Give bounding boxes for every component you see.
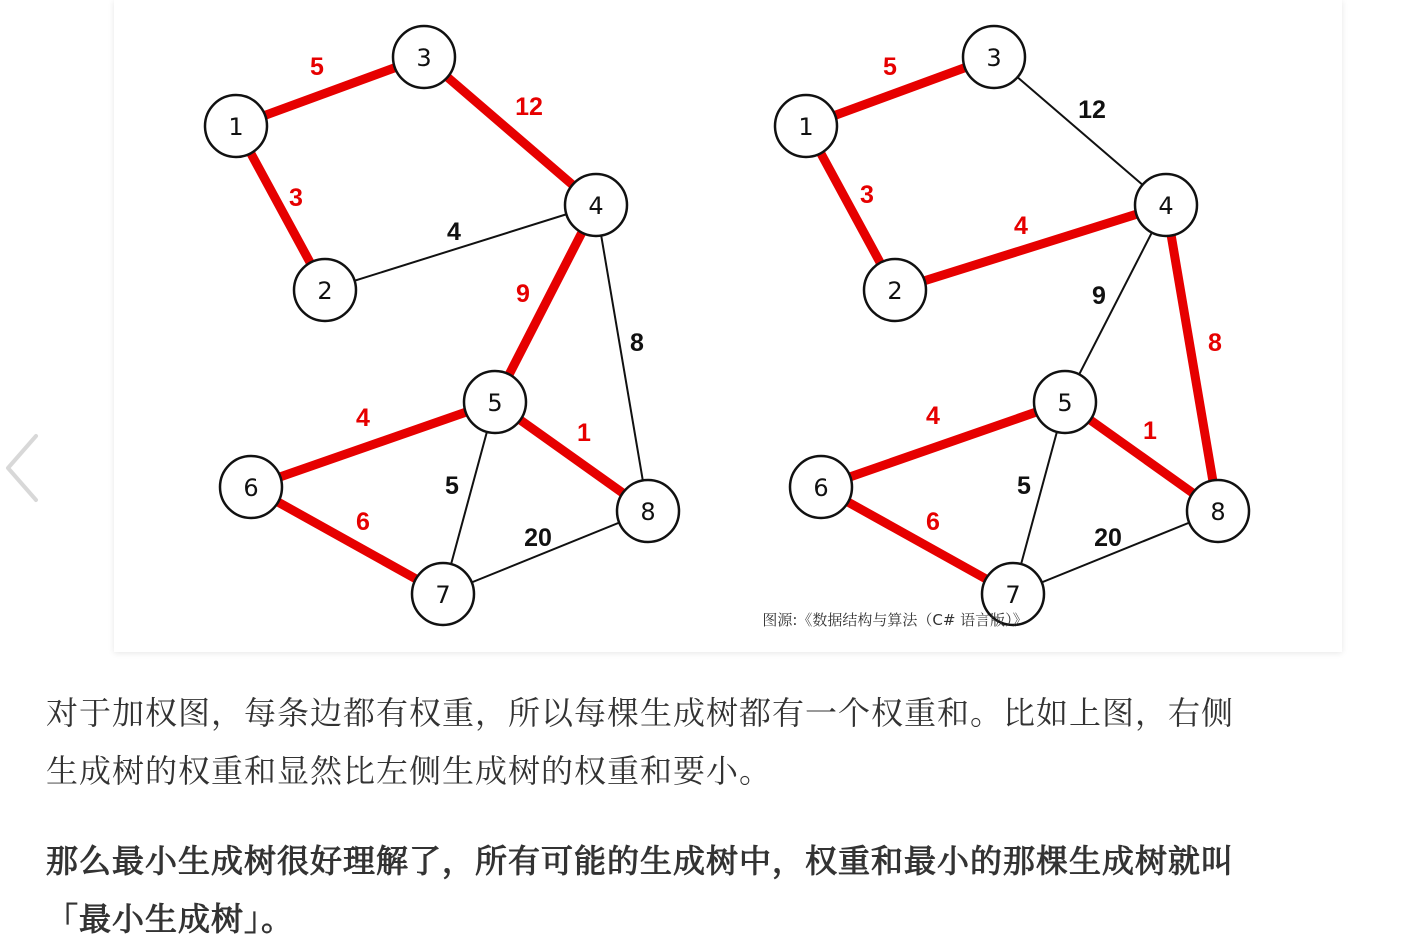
node-label: 8	[1210, 498, 1226, 526]
edge-weight-label: 6	[356, 508, 370, 536]
node-label: 7	[1005, 581, 1021, 609]
edge-weight-label: 3	[289, 184, 303, 212]
node-label: 2	[317, 277, 333, 305]
paragraph-line: 那么最小生成树很好理解了，所有可能的生成树中，权重和最小的那棵生成树就叫	[46, 842, 1235, 880]
graph-edge	[994, 57, 1166, 205]
mst-edge	[495, 205, 596, 402]
node-label: 3	[986, 44, 1002, 72]
node-label: 4	[588, 192, 604, 220]
node-label: 7	[435, 581, 451, 609]
paragraph-line: 「最小生成树」。	[46, 900, 295, 938]
edge-weight-label: 4	[447, 218, 461, 246]
edge-weight-label: 8	[630, 329, 644, 357]
edge-weight-label: 1	[577, 419, 591, 447]
edge-weight-label: 12	[1078, 96, 1106, 124]
prev-image-button[interactable]	[0, 428, 44, 508]
edge-weight-label: 20	[524, 524, 552, 552]
mst-edge	[424, 57, 596, 205]
mst-edge	[1166, 205, 1218, 511]
graph-figure	[114, 0, 1342, 652]
node-label: 6	[243, 474, 259, 502]
node-label: 1	[228, 113, 244, 141]
graph-right	[775, 26, 1249, 625]
edge-weight-label: 9	[516, 280, 530, 308]
node-label: 1	[798, 113, 814, 141]
edge-weight-label: 5	[445, 472, 459, 500]
node-label: 4	[1158, 192, 1174, 220]
edge-weight-label: 4	[1014, 212, 1028, 240]
paragraph-weighted-graph	[46, 684, 1386, 800]
edge-weight-label: 5	[1017, 472, 1031, 500]
mst-edge	[895, 205, 1166, 290]
edge-weight-label: 8	[1208, 329, 1222, 357]
figure	[114, 0, 1342, 652]
edge-weight-label: 5	[310, 53, 324, 81]
paragraph-line: 生成树的权重和显然比左侧生成树的权重和要小。	[46, 752, 773, 790]
edge-weight-label: 3	[860, 181, 874, 209]
node-label: 8	[640, 498, 656, 526]
node-label: 5	[487, 389, 503, 417]
figure-caption: 图源:《数据结构与算法（C# 语言版）》	[762, 611, 1028, 629]
edge-weight-label: 6	[926, 508, 940, 536]
chevron-left-icon	[0, 428, 44, 508]
node-label: 2	[887, 277, 903, 305]
node-label: 6	[813, 474, 829, 502]
edge-weight-label: 5	[883, 53, 897, 81]
mst-edge	[251, 487, 443, 594]
edge-weight-label: 12	[515, 93, 543, 121]
node-label: 3	[416, 44, 432, 72]
edge-weight-label: 9	[1092, 282, 1106, 310]
edge-weight-label: 4	[926, 402, 940, 430]
paragraph-mst-definition	[46, 832, 1386, 948]
graph-left	[205, 26, 679, 625]
edge-weight-label: 4	[356, 404, 370, 432]
edge-weight-label: 1	[1143, 417, 1157, 445]
graph-edge	[596, 205, 648, 511]
edge-weight-label: 20	[1094, 524, 1122, 552]
node-label: 5	[1057, 389, 1073, 417]
mst-edge	[821, 487, 1013, 594]
paragraph-line: 对于加权图，每条边都有权重，所以每棵生成树都有一个权重和。比如上图，右侧	[46, 694, 1235, 732]
